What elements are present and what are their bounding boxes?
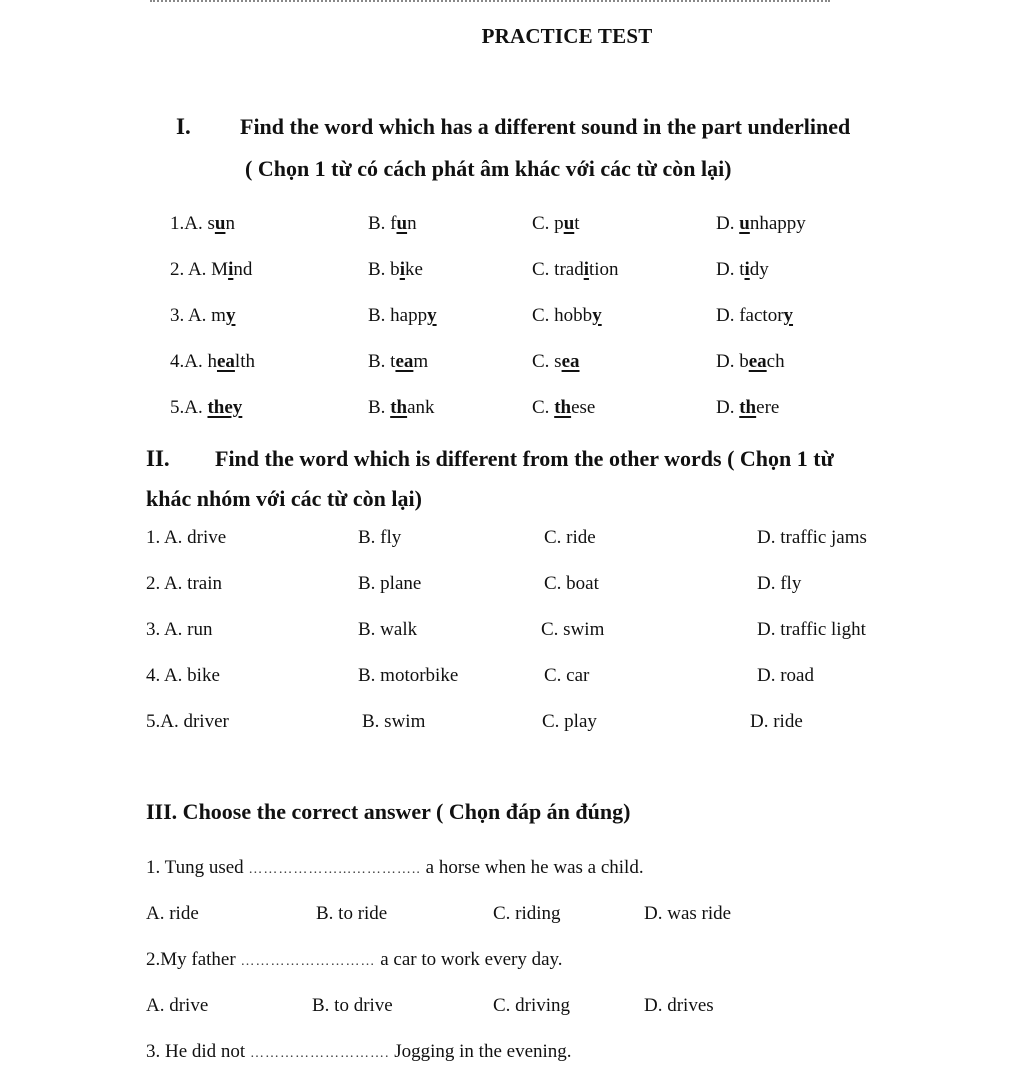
question-2-tail: a car to work every day.	[380, 949, 563, 970]
underlined-part: u	[396, 213, 408, 234]
question-2-stem: 2.My father	[146, 949, 236, 970]
option-a: 4. A. bike	[146, 665, 220, 686]
option-b	[368, 259, 423, 281]
option-text: C. trad	[532, 259, 584, 280]
question-3-tail: Jogging in the evening.	[394, 1041, 572, 1062]
option-a	[170, 305, 235, 327]
option-c: C. boat	[544, 573, 599, 594]
option-a: 1. A. drive	[146, 527, 227, 548]
section2-row	[0, 527, 1024, 557]
question-3	[146, 1041, 572, 1063]
option-text: 1.A. s	[170, 213, 215, 234]
underlined-part: th	[554, 397, 572, 418]
question-2-blank: ………………………	[240, 954, 376, 969]
section1-subtitle: ( Chọn 1 từ có cách phát âm khác với các từ còn lại)	[245, 156, 732, 181]
question-1-options	[0, 903, 1024, 933]
section1-row	[0, 213, 1024, 243]
option-text: 5.A.	[170, 397, 208, 418]
option-b	[368, 351, 428, 373]
option-c	[532, 351, 580, 373]
option-a: 5.A. driver	[146, 711, 229, 732]
section1-row	[0, 397, 1024, 427]
option-a	[170, 213, 235, 235]
option-d: D. traffic light	[757, 619, 866, 640]
option-c: C. car	[544, 665, 590, 686]
section1-number: I.	[176, 114, 191, 139]
underlined-part: i	[744, 259, 750, 280]
underlined-part: i	[583, 259, 589, 280]
option-text: B. b	[368, 259, 400, 280]
option-text: n	[225, 213, 235, 234]
option-b	[368, 213, 417, 235]
underlined-part: i	[399, 259, 405, 280]
option-text: nd	[233, 259, 253, 280]
option-text: t	[574, 213, 580, 234]
section2-row	[0, 573, 1024, 603]
option-d: D. fly	[757, 573, 802, 594]
underlined-part: u	[739, 213, 750, 234]
option-text: C. hobb	[532, 305, 593, 326]
option-text: C.	[532, 397, 555, 418]
section2-row	[0, 619, 1024, 649]
option-b: B. plane	[358, 573, 422, 594]
option-a: 2. A. train	[146, 573, 222, 594]
option-d	[716, 305, 793, 327]
option-text: B. t	[368, 351, 396, 372]
option-d	[716, 213, 806, 235]
option-text: B. happ	[368, 305, 428, 326]
option-c: C. riding	[493, 903, 561, 924]
underlined-part: y	[783, 305, 794, 326]
question-3-blank: ……………………….	[249, 1046, 390, 1061]
option-c: C. ride	[544, 527, 596, 548]
option-d	[716, 397, 779, 419]
option-text: ke	[404, 259, 423, 280]
section3-title: III. Choose the correct answer ( Chọn đáp án đúng)	[146, 799, 631, 824]
option-b: B. swim	[362, 711, 426, 732]
underlined-part: th	[739, 397, 757, 418]
option-c	[532, 305, 602, 327]
underlined-part: ea	[216, 351, 235, 372]
section2-title-line1: Find the word which is different from the other words ( Chọn 1 từ	[215, 446, 834, 471]
question-1-blank: ………………...…………..	[248, 862, 421, 877]
question-1	[146, 857, 644, 879]
option-a: A. ride	[146, 903, 199, 924]
question-2-options	[0, 995, 1024, 1025]
underlined-part: they	[207, 397, 243, 418]
option-c	[532, 213, 580, 235]
underlined-part: ea	[395, 351, 414, 372]
option-c: C. play	[542, 711, 597, 732]
option-text: 4.A. h	[170, 351, 217, 372]
option-d: D. drives	[644, 995, 714, 1016]
underlined-part: y	[225, 305, 236, 326]
question-1-stem: 1. Tung used	[146, 857, 244, 878]
page-title: PRACTICE TEST	[481, 24, 653, 48]
option-c: C. swim	[541, 619, 605, 640]
option-b: B. fly	[358, 527, 402, 548]
option-c	[532, 259, 619, 281]
underlined-part: th	[390, 397, 408, 418]
option-text: m	[413, 351, 429, 372]
option-b	[368, 305, 437, 327]
section1-row	[0, 305, 1024, 335]
underlined-part: y	[427, 305, 437, 326]
option-text: D. t	[716, 259, 745, 280]
question-2	[146, 949, 563, 971]
option-b: B. walk	[358, 619, 418, 640]
underlined-part: y	[592, 305, 602, 326]
option-a	[170, 259, 252, 281]
option-text: ese	[571, 397, 596, 418]
section1-row	[0, 259, 1024, 289]
option-text: B. f	[368, 213, 397, 234]
section1-title: Find the word which has a different sound in the part underlined	[240, 114, 851, 139]
option-a	[170, 397, 242, 419]
option-text: n	[407, 213, 417, 234]
underlined-part: ea	[748, 351, 767, 372]
option-d: D. ride	[750, 711, 803, 732]
option-text: 2. A. M	[170, 259, 229, 280]
option-d	[716, 351, 785, 373]
option-text: D. factor	[716, 305, 784, 326]
question-1-tail: a horse when he was a child.	[425, 857, 644, 878]
underlined-part: ea	[561, 351, 580, 372]
underlined-part: i	[228, 259, 234, 280]
option-b: B. motorbike	[358, 665, 459, 686]
option-c: C. driving	[493, 995, 571, 1016]
option-d: D. traffic jams	[757, 527, 867, 548]
section1-row	[0, 351, 1024, 381]
section2-row	[0, 665, 1024, 695]
underlined-part: u	[214, 213, 226, 234]
option-text: C. s	[532, 351, 562, 372]
option-c	[532, 397, 595, 419]
option-text: B.	[368, 397, 391, 418]
cropped-previous-line	[150, 0, 830, 5]
option-text: ere	[756, 397, 780, 418]
option-text: D.	[716, 397, 740, 418]
option-a: 3. A. run	[146, 619, 213, 640]
section2-title-line2: khác nhóm với các từ còn lại)	[146, 486, 422, 511]
option-text: nhappy	[749, 213, 806, 234]
section2-number: II.	[146, 446, 170, 471]
option-b: B. to drive	[312, 995, 393, 1016]
option-text: D. b	[716, 351, 749, 372]
option-text: dy	[749, 259, 769, 280]
option-b	[368, 397, 435, 419]
section2-row	[0, 711, 1024, 741]
underlined-part: u	[563, 213, 575, 234]
option-a	[170, 351, 255, 373]
option-d: D. road	[757, 665, 814, 686]
option-b: B. to ride	[316, 903, 388, 924]
option-text: ank	[407, 397, 435, 418]
option-text: 3. A. m	[170, 305, 226, 326]
question-3-stem: 3. He did not	[146, 1041, 246, 1062]
option-text: lth	[234, 351, 255, 372]
option-a: A. drive	[146, 995, 209, 1016]
option-d: D. was ride	[644, 903, 732, 924]
option-text: D.	[716, 213, 740, 234]
option-text: C. p	[532, 213, 564, 234]
option-text: ch	[766, 351, 785, 372]
option-text: tion	[589, 259, 619, 280]
option-d	[716, 259, 769, 281]
